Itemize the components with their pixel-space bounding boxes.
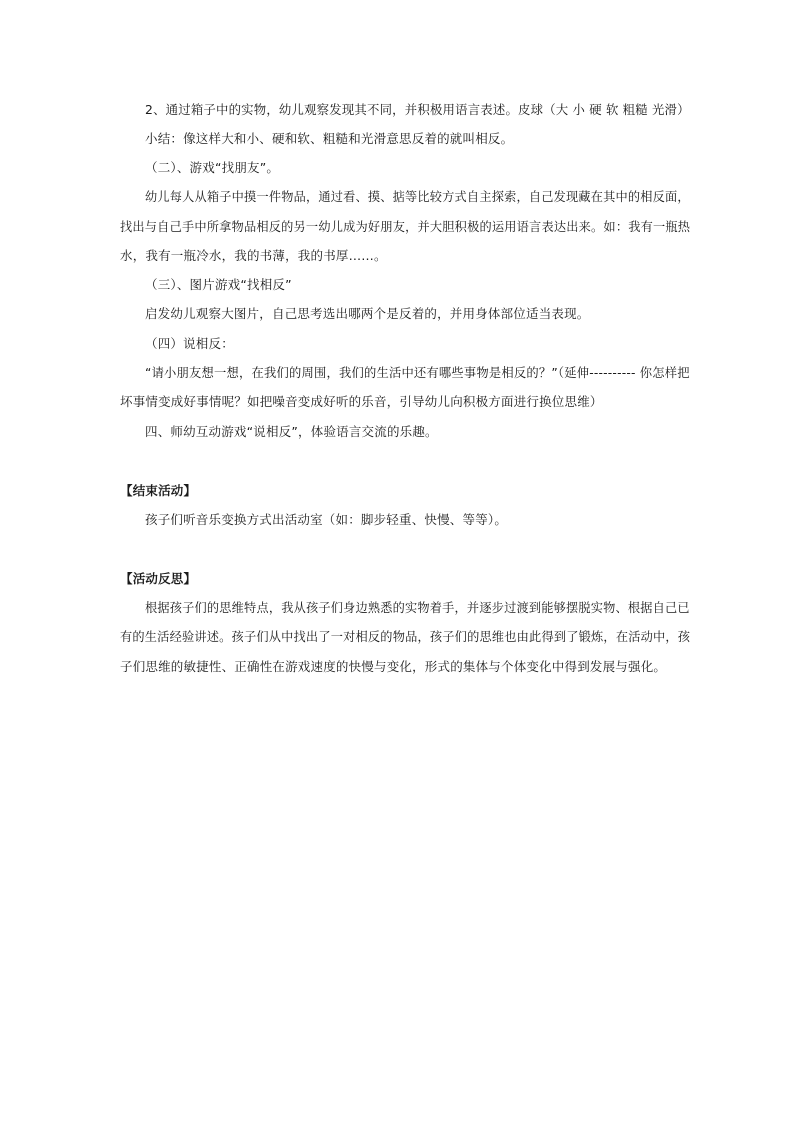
reflection-line: 有的生活经验讲述。孩子们从中找出了一对相反的物品，孩子们的思维也由此得到了锻炼，在活动中，孩 bbox=[120, 629, 691, 644]
reflection-line: 根据孩子们的思维特点，我从孩子们身边熟悉的实物着手，并逐步过渡到能够摆脱实物、根据自己已 bbox=[145, 600, 690, 615]
paragraph-line: 启发幼儿观察大图片，自己思考选出哪两个是反着的，并用身体部位适当表现。 bbox=[145, 306, 590, 321]
paragraph-line: 幼儿每人从箱子中摸一件物品，通过看、摸、掂等比较方式自主探索，自己发现藏在其中的相反面， bbox=[145, 189, 690, 204]
paragraph-line: 水，我有一瓶冷水，我的书薄，我的书厚……。 bbox=[120, 248, 387, 263]
paragraph-line: 找出与自己手中所拿物品相反的另一幼儿成为好朋友，并大胆积极的运用语言表达出来。如：我有一瓶热 bbox=[120, 219, 691, 234]
paragraph-line: “请小朋友想一想，在我们的周围，我们的生活中还有哪些事物是相反的？”（延伸---------- 你怎样把 bbox=[145, 365, 690, 380]
reflection-line: 子们思维的敏捷性、正确性在游戏速度的快慢与变化，形式的集体与个体变化中得到发展与强化。 bbox=[120, 659, 667, 674]
step-four-line: 四、师幼互动游戏“说相反”，体验语言交流的乐趣。 bbox=[145, 424, 438, 439]
section-two-title: （二）、游戏“找朋友”。 bbox=[145, 160, 280, 175]
section-three-title: （三）、图片游戏“找相反” bbox=[145, 277, 292, 292]
ending-heading: 【结束活动】 bbox=[120, 483, 197, 498]
paragraph-line: 坏事情变成好事情呢？如把噪音变成好听的乐音，引导幼儿向积极方面进行换位思维） bbox=[120, 394, 603, 409]
section-four-title: （四）说相反： bbox=[145, 336, 234, 351]
reflection-heading: 【活动反思】 bbox=[120, 571, 197, 586]
summary-line: 小结：像这样大和小、硬和软、粗糙和光滑意思反着的就叫相反。 bbox=[145, 131, 514, 146]
step-two-line: 2、通过箱子中的实物，幼儿观察发现其不同，并积极用语言表述。皮球（大 小 硬 软 粗糙 光滑） bbox=[145, 102, 690, 117]
ending-text: 孩子们听音乐变换方式出活动室（如：脚步轻重、快慢、等等）。 bbox=[145, 512, 508, 527]
